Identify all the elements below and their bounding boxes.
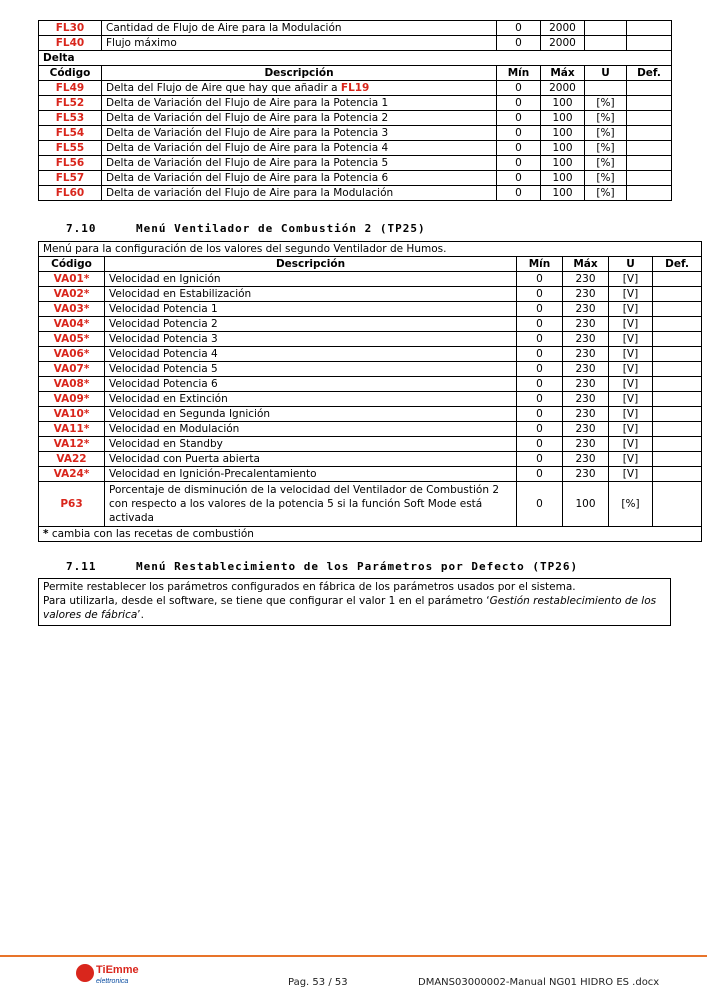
table-row: [39, 96, 672, 111]
param-desc: Velocidad en Extinción: [105, 392, 517, 407]
delta-table: [38, 20, 672, 201]
param-code: VA07*: [39, 362, 105, 377]
param-max: 230: [563, 302, 609, 317]
param-desc: Delta de Variación del Flujo de Aire para la Potencia 1: [102, 96, 497, 111]
logo-mark-icon: [76, 964, 94, 982]
param-desc: Velocidad en Standby: [105, 437, 517, 452]
param-code: FL49: [39, 81, 102, 96]
param-desc: Delta de Variación del Flujo de Aire para la Potencia 6: [102, 171, 497, 186]
param-min: 0: [497, 141, 541, 156]
param-unit: [%]: [585, 186, 627, 201]
param-code: VA08*: [39, 377, 105, 392]
param-def: [653, 347, 702, 362]
param-desc: Delta del Flujo de Aire que hay que añadir a FL19: [102, 81, 497, 96]
param-desc: Cantidad de Flujo de Aire para la Modulación: [102, 21, 497, 36]
param-max: 2000: [541, 21, 585, 36]
table-row: [39, 171, 672, 186]
intro-row: [39, 242, 702, 257]
param-def: [653, 332, 702, 347]
param-def: [653, 467, 702, 482]
param-desc: Velocidad con Puerta abierta: [105, 452, 517, 467]
header-max: Máx: [563, 257, 609, 272]
param-max: 230: [563, 422, 609, 437]
param-max: 230: [563, 407, 609, 422]
header-min: Mín: [517, 257, 563, 272]
param-code: FL52: [39, 96, 102, 111]
header-unit: U: [609, 257, 653, 272]
param-ref: FL19: [340, 82, 370, 94]
table-row: [39, 126, 672, 141]
table-row: [39, 36, 672, 51]
param-desc: Delta de Variación del Flujo de Aire para la Potencia 5: [102, 156, 497, 171]
param-max: 100: [541, 126, 585, 141]
header-min: Mín: [497, 66, 541, 81]
param-unit: [V]: [609, 287, 653, 302]
param-min: 0: [497, 126, 541, 141]
param-max: 230: [563, 317, 609, 332]
param-unit: [%]: [585, 96, 627, 111]
param-unit: [585, 21, 627, 36]
param-min: 0: [517, 272, 563, 287]
param-code: FL60: [39, 186, 102, 201]
param-desc: Velocidad Potencia 4: [105, 347, 517, 362]
table-row: [39, 141, 672, 156]
param-def: [653, 287, 702, 302]
table-row: [39, 407, 702, 422]
param-def: [627, 36, 672, 51]
param-min: 0: [517, 467, 563, 482]
param-unit: [V]: [609, 467, 653, 482]
header-max: Máx: [541, 66, 585, 81]
param-unit: [V]: [609, 422, 653, 437]
header-code: Código: [39, 257, 105, 272]
param-code: VA24*: [39, 467, 105, 482]
document-name: DMANS03000002-Manual NG01 HIDRO ES .docx: [418, 977, 660, 988]
section-intro: Menú para la configuración de los valores del segundo Ventilador de Humos.: [39, 242, 702, 257]
param-min: 0: [517, 437, 563, 452]
param-unit: [%]: [585, 141, 627, 156]
table-row: [39, 156, 672, 171]
table-row: [39, 377, 702, 392]
param-max: 2000: [541, 36, 585, 51]
param-max: 100: [541, 171, 585, 186]
param-min: 0: [517, 362, 563, 377]
table-row: [39, 422, 702, 437]
param-unit: [V]: [609, 272, 653, 287]
param-unit: [%]: [585, 126, 627, 141]
param-def: [627, 171, 672, 186]
param-min: 0: [517, 347, 563, 362]
table-row: [39, 272, 702, 287]
param-unit: [V]: [609, 347, 653, 362]
param-def: [627, 186, 672, 201]
note-text: cambia con las recetas de combustión: [48, 528, 254, 540]
param-max: 230: [563, 467, 609, 482]
param-min: 0: [517, 392, 563, 407]
param-min: 0: [517, 332, 563, 347]
note-star: *: [43, 528, 49, 540]
param-min: 0: [497, 111, 541, 126]
section-number: 7.11: [66, 560, 97, 573]
table-row: [39, 437, 702, 452]
param-max: 230: [563, 332, 609, 347]
param-code: FL55: [39, 141, 102, 156]
param-code: VA09*: [39, 392, 105, 407]
section-title: Menú Ventilador de Combustión 2 (TP25): [136, 222, 426, 235]
param-name: Gestión restablecimiento de los valores de fábrica: [43, 595, 657, 621]
param-unit: [V]: [609, 362, 653, 377]
param-min: 0: [497, 186, 541, 201]
param-code: VA03*: [39, 302, 105, 317]
param-min: 0: [497, 81, 541, 96]
header-unit: U: [585, 66, 627, 81]
param-def: [653, 452, 702, 467]
param-def: [627, 126, 672, 141]
section-number: 7.10: [66, 222, 97, 235]
param-code: FL40: [39, 36, 102, 51]
param-code: FL53: [39, 111, 102, 126]
param-desc: Velocidad Potencia 1: [105, 302, 517, 317]
param-code: VA11*: [39, 422, 105, 437]
param-unit: [V]: [609, 392, 653, 407]
param-def: [627, 21, 672, 36]
param-unit: [V]: [609, 452, 653, 467]
param-desc: Velocidad Potencia 3: [105, 332, 517, 347]
param-desc: Delta de Variación del Flujo de Aire para la Potencia 4: [102, 141, 497, 156]
param-desc: Velocidad en Ignición-Precalentamiento: [105, 467, 517, 482]
table-row-p63: [39, 482, 702, 527]
param-def: [653, 302, 702, 317]
param-max: 100: [541, 186, 585, 201]
param-unit: [%]: [585, 111, 627, 126]
section-heading-7-10: [66, 222, 426, 235]
param-def: [653, 407, 702, 422]
param-max: 230: [563, 377, 609, 392]
param-def: [627, 141, 672, 156]
param-unit: [%]: [585, 156, 627, 171]
param-min: 0: [497, 36, 541, 51]
param-min: 0: [497, 171, 541, 186]
section-label: Delta: [39, 51, 672, 66]
param-max: 230: [563, 362, 609, 377]
table-row: [39, 332, 702, 347]
reset-description-box: [38, 578, 671, 626]
param-def: [627, 96, 672, 111]
param-code: VA04*: [39, 317, 105, 332]
header-desc: Descripción: [105, 257, 517, 272]
param-unit: [%]: [609, 482, 653, 527]
reset-line-1: Permite restablecer los parámetros configurados en fábrica de los parámetros usados por el sistema.: [43, 581, 576, 593]
param-def: [653, 482, 702, 527]
param-min: 0: [517, 317, 563, 332]
param-min: 0: [517, 302, 563, 317]
param-def: [653, 362, 702, 377]
param-unit: [V]: [609, 302, 653, 317]
header-row: [39, 66, 672, 81]
param-min: 0: [517, 422, 563, 437]
param-desc: Delta de Variación del Flujo de Aire para la Potencia 3: [102, 126, 497, 141]
param-desc: Velocidad Potencia 2: [105, 317, 517, 332]
param-max: 230: [563, 287, 609, 302]
param-min: 0: [517, 482, 563, 527]
table-row: [39, 21, 672, 36]
param-code: VA02*: [39, 287, 105, 302]
param-def: [627, 156, 672, 171]
table-row: [39, 81, 672, 96]
param-code: FL57: [39, 171, 102, 186]
param-min: 0: [497, 21, 541, 36]
param-def: [653, 422, 702, 437]
param-unit: [%]: [585, 171, 627, 186]
param-max: 230: [563, 437, 609, 452]
header-row: [39, 257, 702, 272]
param-max: 230: [563, 347, 609, 362]
param-code: FL30: [39, 21, 102, 36]
param-def: [653, 272, 702, 287]
param-code: VA22: [39, 452, 105, 467]
param-desc: Delta de Variación del Flujo de Aire para la Potencia 2: [102, 111, 497, 126]
table-row: [39, 347, 702, 362]
param-code: FL54: [39, 126, 102, 141]
page-number: Pag. 53 / 53: [288, 977, 348, 988]
param-code: VA10*: [39, 407, 105, 422]
param-unit: [585, 81, 627, 96]
param-max: 100: [541, 96, 585, 111]
table-row: [39, 186, 672, 201]
header-def: Def.: [653, 257, 702, 272]
param-desc: Delta de variación del Flujo de Aire para la Modulación: [102, 186, 497, 201]
param-unit: [V]: [609, 317, 653, 332]
table-row: [39, 467, 702, 482]
param-max: 230: [563, 452, 609, 467]
delta-section-row: [39, 51, 672, 66]
param-def: [653, 437, 702, 452]
param-code: VA05*: [39, 332, 105, 347]
table-row: [39, 392, 702, 407]
param-code: VA06*: [39, 347, 105, 362]
param-desc: Velocidad Potencia 6: [105, 377, 517, 392]
note-row: [39, 527, 702, 542]
param-unit: [V]: [609, 437, 653, 452]
fan2-table: [38, 241, 702, 542]
param-min: 0: [497, 156, 541, 171]
header-code: Código: [39, 66, 102, 81]
param-max: 100: [541, 141, 585, 156]
param-min: 0: [517, 407, 563, 422]
footer-divider: [0, 955, 707, 957]
param-desc: Velocidad en Modulación: [105, 422, 517, 437]
param-desc: Velocidad en Ignición: [105, 272, 517, 287]
param-code: VA01*: [39, 272, 105, 287]
logo-text: TiEmme: [96, 964, 139, 976]
param-unit: [V]: [609, 407, 653, 422]
section-heading-7-11: [66, 560, 578, 573]
table-row: [39, 111, 672, 126]
param-code: FL56: [39, 156, 102, 171]
param-def: [627, 111, 672, 126]
param-min: 0: [517, 377, 563, 392]
recipe-note: [39, 527, 702, 542]
table-row: [39, 362, 702, 377]
param-max: 2000: [541, 81, 585, 96]
param-desc: Flujo máximo: [102, 36, 497, 51]
reset-line-2: Para utilizarla, desde el software, se tiene que configurar el valor 1 en el parámetro ‘Gestión restablecimiento de los valores de fábrica’.: [43, 595, 657, 621]
table-row: [39, 302, 702, 317]
section-title: Menú Restablecimiento de los Parámetros por Defecto (TP26): [136, 560, 579, 573]
param-def: [653, 317, 702, 332]
param-unit: [585, 36, 627, 51]
param-desc: Porcentaje de disminución de la velocidad del Ventilador de Combustión 2 con respecto a los valores de la potencia 5 si la función Soft Mode está activada: [105, 482, 517, 527]
param-def: [653, 392, 702, 407]
logo-subtext: elettronica: [96, 978, 129, 985]
param-desc: Velocidad en Segunda Ignición: [105, 407, 517, 422]
table-row: [39, 287, 702, 302]
param-max: 230: [563, 392, 609, 407]
param-unit: [V]: [609, 377, 653, 392]
param-def: [653, 377, 702, 392]
param-code: P63: [39, 482, 105, 527]
param-def: [627, 81, 672, 96]
param-unit: [V]: [609, 332, 653, 347]
tiemme-logo: [76, 962, 146, 992]
table-row: [39, 452, 702, 467]
param-max: 100: [563, 482, 609, 527]
header-def: Def.: [627, 66, 672, 81]
param-desc: Velocidad Potencia 5: [105, 362, 517, 377]
table-row: [39, 317, 702, 332]
header-desc: Descripción: [102, 66, 497, 81]
param-max: 100: [541, 156, 585, 171]
param-min: 0: [517, 452, 563, 467]
param-code: VA12*: [39, 437, 105, 452]
param-max: 100: [541, 111, 585, 126]
param-max: 230: [563, 272, 609, 287]
param-min: 0: [517, 287, 563, 302]
param-min: 0: [497, 96, 541, 111]
param-desc: Velocidad en Estabilización: [105, 287, 517, 302]
